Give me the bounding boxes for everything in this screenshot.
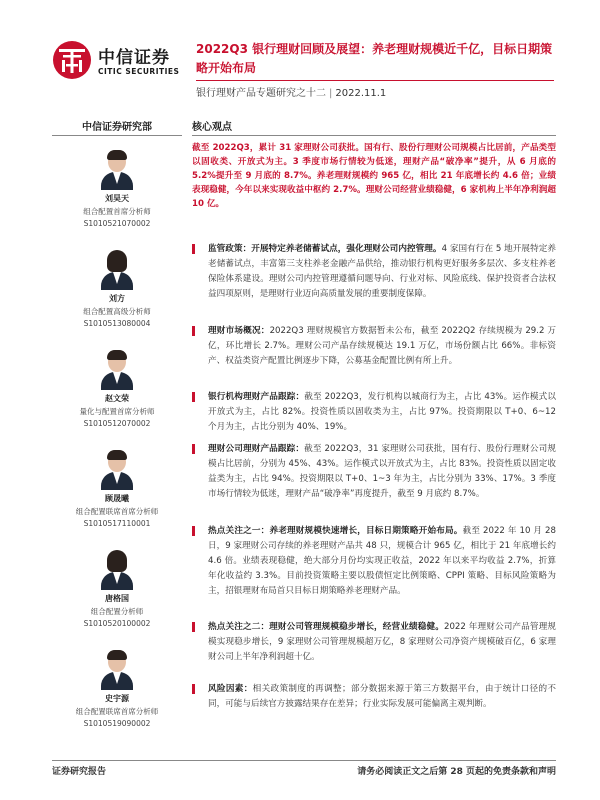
report-series: 银行理财产品专题研究之十二 — [196, 88, 326, 99]
section-text — [208, 524, 556, 599]
analyst-role: 组合配置首席分析师 — [83, 207, 151, 216]
analyst-name: 赵文荣 — [105, 394, 129, 403]
footer-divider — [52, 760, 556, 761]
section-text — [208, 620, 556, 665]
analyst-license: S1010513080004 — [83, 319, 151, 328]
section-lead: 理财公司理财产品跟踪： — [208, 444, 305, 454]
analyst-name: 刘方 — [109, 294, 125, 303]
analyst-license: S1010512070002 — [83, 419, 151, 428]
section-lead: 理财市场概况： — [208, 326, 270, 336]
analyst-name: 顾晟曦 — [105, 494, 129, 503]
section-body: 相关政策制度的再调整；部分数据来源于第三方数据平台，由于统计口径的不同，可能与后续官方披露结果存在差异；行业实际发展可能偏离主观判断。 — [208, 684, 556, 709]
female-avatar — [99, 250, 135, 290]
section-text — [208, 442, 556, 502]
section-body: 截至 2022 年 10 月 28 日，9 家理财公司存续的养老理财产品共 48 只，规模合计 965 亿，相比于 21 年底增长约 4.6 倍。业绩表现稳健，绝大部分月份均实现正收益，2022 年以来平均收益 2.7%，折算年化收益约 3.3%。目前投资策略主要以股债恒定比例策略、CPPI 策略、目标风险策略为主，招银理财布局首只目标日期策略养老理财产品。 — [208, 526, 556, 596]
bullet-bar — [192, 526, 195, 536]
analyst-card — [52, 450, 182, 528]
section-lead: 银行机构理财产品跟踪： — [208, 392, 305, 402]
section-body: 截至 2022Q3，发行机构以城商行为主，占比 43%。运作模式以开放式为主，占比 82%。投资性质以固收类为主，占比 97%。投资期限以 T+0、6~12 个月为主，占比分别为 40%、19%。 — [208, 392, 556, 432]
section-text — [208, 324, 556, 369]
bullet-bar — [192, 244, 195, 254]
section-lead: 热点关注之一：养老理财规模快速增长，目标日期策略开始布局。 — [208, 526, 463, 536]
citic-logo-icon — [52, 40, 92, 80]
section-text — [208, 242, 556, 302]
section-body: 2022Q3 理财规模官方数据暂未公布，截至 2022Q2 存续规模为 29.2 万亿，环比增长 2.7%。理财公司产品存续规模达 19.1 万亿，市场份额占比 66%。非标资产、权益类资产配置比例逐步下降，公募基金配置比例有所上升。 — [208, 326, 556, 366]
subtitle-separator: | — [329, 88, 333, 99]
report-subtitle — [196, 84, 386, 99]
analyst-license: S1010520100002 — [83, 619, 151, 628]
bullet-bar — [192, 326, 195, 336]
section-body: 截至 2022Q3，31 家理财公司获批，国有行、股份行理财公司规模占比居前，分别为 45%、43%。运作模式以开放式为主，占比 83%。投资性质以固定收益类为主，占比 94%。投资期限以 T+0、1~3 年为主，占比分别为 33%、17%。3 季度市场行情较为低迷，理财产品“破净率”再度提升，截至 9 月底约 8.7%。 — [208, 444, 556, 499]
logo-text-cn: 中信证券 — [98, 48, 170, 68]
section-text — [208, 390, 556, 435]
analyst-name: 史宇源 — [105, 694, 129, 703]
department-title: 中信证券研究部 — [82, 122, 152, 133]
section-lead: 监管政策：开展特定养老储蓄试点，强化理财公司内控管理。 — [208, 244, 442, 254]
core-summary: 截至 2022Q3，累计 31 家理财公司获批。国有行、股份行理财公司规模占比居前，产品类型以固收类、开放式为主。3 季度市场行情较为低迷，理财产品“破净率”提升，从 6 月底的 5.2%提升至 9 月底的 8.7%。养老理财规模约 965 亿，相比 21 年底增长约 4.6 倍；业绩表现稳健，今年以来实现收益中枢约 2.7%。理财公司经营业绩稳健，6 家机构上半年净利润超 10 亿。 — [192, 143, 556, 209]
female-avatar — [99, 550, 135, 590]
section-lead: 风险因素： — [208, 684, 253, 694]
analyst-role: 组合配置高级分析师 — [83, 307, 151, 316]
analyst-card — [52, 150, 182, 228]
section-wm-company-products — [192, 442, 556, 502]
analyst-name: 刘昊天 — [105, 194, 129, 203]
analyst-name: 唐格国 — [105, 594, 129, 603]
report-headline: 2022Q3 银行理财回顾及展望：养老理财规模近千亿，目标日期策略开始布局 — [196, 42, 553, 75]
section-lead: 热点关注之二：理财公司管理规模稳步增长，经营业绩稳健。 — [208, 622, 444, 632]
male-avatar — [99, 450, 135, 490]
citic-logo — [52, 40, 192, 86]
analyst-role: 组合配置联席首席分析师 — [75, 707, 159, 716]
section-body: 2022 年理财公司产品管理规模实现稳步增长，9 家理财公司管理规模超万亿，8 家理财公司净资产规模破百亿，6 家理财公司上半年净利润超十亿。 — [208, 622, 556, 662]
analyst-role: 组合配置分析师 — [90, 607, 144, 616]
analyst-license: S1010519090002 — [83, 719, 151, 728]
male-avatar — [99, 350, 135, 390]
male-avatar — [99, 650, 135, 690]
footer-disclaimer: 请务必阅读正文之后第 28 页起的免责条款和声明 — [357, 767, 556, 777]
section-regulatory-policy — [192, 242, 556, 302]
bullet-bar — [192, 684, 195, 694]
analyst-card — [52, 350, 182, 428]
male-avatar — [99, 150, 135, 190]
footer-label: 证券研究报告 — [52, 767, 107, 777]
bullet-bar — [192, 622, 195, 632]
section-market-overview — [192, 324, 556, 369]
report-date: 2022.11.1 — [335, 88, 387, 99]
analyst-card — [52, 550, 182, 628]
analyst-card — [52, 650, 182, 728]
section-risk-factors — [192, 682, 556, 712]
department-divider — [52, 135, 182, 136]
section-text — [208, 682, 556, 712]
section-hotspot-wm-companies — [192, 620, 556, 665]
core-views-title: 核心观点 — [192, 122, 232, 133]
logo-text-en: CITIC SECURITIES — [98, 67, 180, 76]
section-body: 4 家国有行在 5 地开展特定养老储蓄试点，丰富第三支柱养老金融产品供给，推动银行机构更好服务多层次、多支柱养老保险体系建设。理财公司内控管理遵循问题导向、行业对标、风险底线、保护投资者合法权益四项原则，是理财行业迈向高质量发展的重要制度保障。 — [208, 244, 556, 299]
bullet-bar — [192, 392, 195, 402]
section-hotspot-pension — [192, 524, 556, 599]
analyst-license: S1010517110001 — [83, 519, 151, 528]
core-views-divider — [192, 135, 556, 136]
analyst-card — [52, 250, 182, 328]
analyst-role: 组合配置联席首席分析师 — [75, 507, 159, 516]
bullet-bar — [192, 444, 195, 454]
analyst-license: S1010521070002 — [83, 219, 151, 228]
analyst-role: 量化与配置首席分析师 — [79, 407, 155, 416]
section-bank-products — [192, 390, 556, 435]
header-divider — [196, 80, 554, 81]
